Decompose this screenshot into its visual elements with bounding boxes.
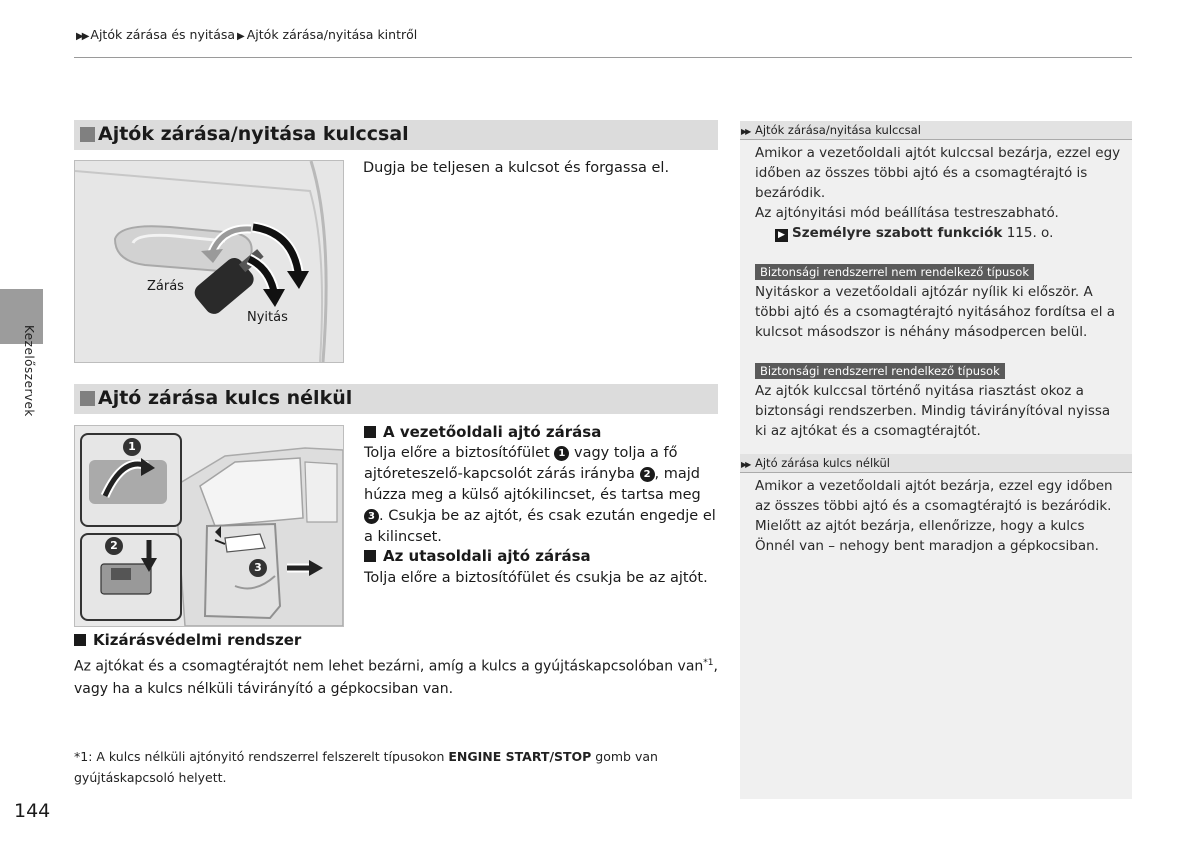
panel-paragraph: Nyitáskor a vezetőoldali ajtózár nyílik ki először. A többi ajtó és a csomagtérajtó nyitásához fordítsa el a kulcsot másodszor is néhány másodpercen belül. xyxy=(755,284,1116,340)
notes-panel xyxy=(740,121,1132,799)
door-handle-key-drawing xyxy=(75,161,343,362)
lockout-description xyxy=(74,652,722,700)
square-bullet-icon xyxy=(364,426,376,438)
panel-heading-text: Ajtó zárása kulcs nélkül xyxy=(755,456,890,470)
car-door-drawing xyxy=(75,426,343,626)
keyless-lock-illustration xyxy=(74,425,344,627)
cross-reference xyxy=(755,223,1125,243)
lockout-heading xyxy=(74,631,301,649)
page-number: 144 xyxy=(14,800,51,822)
lockout-text-part: Az ajtókat és a csomagtérajtót nem lehet bezárni, amíg a kulcs a gyújtáskapcsolóban van xyxy=(74,658,704,675)
figure-label-lock: Zárás xyxy=(147,279,184,294)
model-tag: Biztonsági rendszerrel nem rendelkező típusok xyxy=(755,264,1034,280)
section1-instruction: Dugja be teljesen a kulcsot és forgassa el. xyxy=(363,160,670,176)
double-arrow-icon: ▶▶ xyxy=(741,460,750,469)
breadcrumb xyxy=(76,27,417,42)
driver-door-heading xyxy=(364,423,601,441)
driver-door-instructions xyxy=(364,443,720,548)
square-bullet-icon xyxy=(364,550,376,562)
footnote-text: gomb van gyújtáskapcsoló helyett. xyxy=(74,749,658,785)
driver-text-part: , majd húzza meg a külső ajtókilincset, és tartsa meg xyxy=(364,466,701,503)
breadcrumb-item-1[interactable]: Ajtók zárása és nyitása xyxy=(90,27,236,42)
cross-reference-link[interactable]: Személyre szabott funkciók xyxy=(792,225,1003,241)
section-heading-key xyxy=(74,120,718,150)
arrow-icon: ▶ xyxy=(237,31,245,42)
section-title: Ajtók zárása/nyitása kulccsal xyxy=(98,123,409,145)
driver-text-part: . Csukja be az ajtót, és csak ezután engedje el a kilincset. xyxy=(364,508,716,545)
passenger-door-instruction: Tolja előre a biztosítófület és csukja be az ajtót. xyxy=(364,570,708,586)
passenger-door-heading xyxy=(364,547,591,565)
footnote-bold: ENGINE START/STOP xyxy=(448,749,592,764)
breadcrumb-item-2[interactable]: Ajtók zárása/nyitása kintről xyxy=(246,27,418,42)
panel-paragraph: Amikor a vezetőoldali ajtót bezárja, ezzel egy időben az összes többi ajtó és a csomagtérajtó is bezáródik. Mielőtt az ajtót bezárja, ellenőrizze, hogy a kulcs Önnél van – nehogy bent maradjon a gépkocsiban. xyxy=(755,478,1113,554)
square-bullet-icon xyxy=(80,391,95,406)
figure-marker-2: 2 xyxy=(105,537,123,555)
square-bullet-icon xyxy=(74,634,86,646)
section-heading-keyless xyxy=(74,384,718,414)
driver-text-part: Tolja előre a biztosítófület xyxy=(364,445,555,461)
double-arrow-icon: ▶▶ xyxy=(76,31,88,42)
figure-marker-1: 1 xyxy=(123,438,141,456)
panel-heading-key xyxy=(740,121,1132,140)
figure-label-unlock: Nyitás xyxy=(247,310,288,325)
footnote xyxy=(74,746,714,788)
panel-heading-text: Ajtók zárása/nyitása kulccsal xyxy=(755,123,921,137)
driver-text-part: vagy tolja a fő ajtóreteszelő-kapcsolót zárás irányba xyxy=(364,445,678,482)
lockout-text-part: , vagy ha a kulcs nélküli távirányító a gépkocsiban van. xyxy=(74,658,718,697)
key-lock-illustration xyxy=(74,160,344,363)
cross-reference-page: 115. o. xyxy=(1002,225,1054,241)
figure-marker-3: 3 xyxy=(249,559,267,577)
step-marker-1: 1 xyxy=(554,446,569,461)
footnote-text: *1: A kulcs nélküli ajtónyitó rendszerrel felszerelt típusokon xyxy=(74,749,449,764)
step-marker-2: 2 xyxy=(640,467,655,482)
panel-paragraph: Az ajtók kulccsal történő nyitása riasztást okoz a biztonsági rendszerben. Mindig távirányítóval nyissa ki az ajtókat és a csomagtérajtót. xyxy=(755,383,1111,439)
model-tag: Biztonsági rendszerrel rendelkező típusok xyxy=(755,363,1005,379)
panel-heading-keyless xyxy=(740,454,1132,473)
chapter-tab-label: Kezelőszervek xyxy=(22,325,36,417)
driver-door-heading-text: A vezetőoldali ajtó zárása xyxy=(383,423,602,441)
lockout-heading-text: Kizárásvédelmi rendszer xyxy=(93,631,302,649)
step-marker-3: 3 xyxy=(364,509,379,524)
panel-paragraph: Az ajtónyitási mód beállítása testreszabható. xyxy=(755,205,1059,221)
passenger-door-heading-text: Az utasoldali ajtó zárása xyxy=(383,547,591,565)
reference-arrow-icon: ▶ xyxy=(775,229,788,242)
panel-paragraph: Amikor a vezetőoldali ajtót kulccsal bezárja, ezzel egy időben az összes többi ajtó és a csomagtérajtó is bezáródik. xyxy=(755,145,1121,201)
double-arrow-icon: ▶▶ xyxy=(741,127,750,136)
section-title: Ajtó zárása kulcs nélkül xyxy=(98,387,353,409)
footnote-ref[interactable]: *1 xyxy=(703,658,714,668)
square-bullet-icon xyxy=(80,127,95,142)
header-divider xyxy=(74,57,1132,58)
